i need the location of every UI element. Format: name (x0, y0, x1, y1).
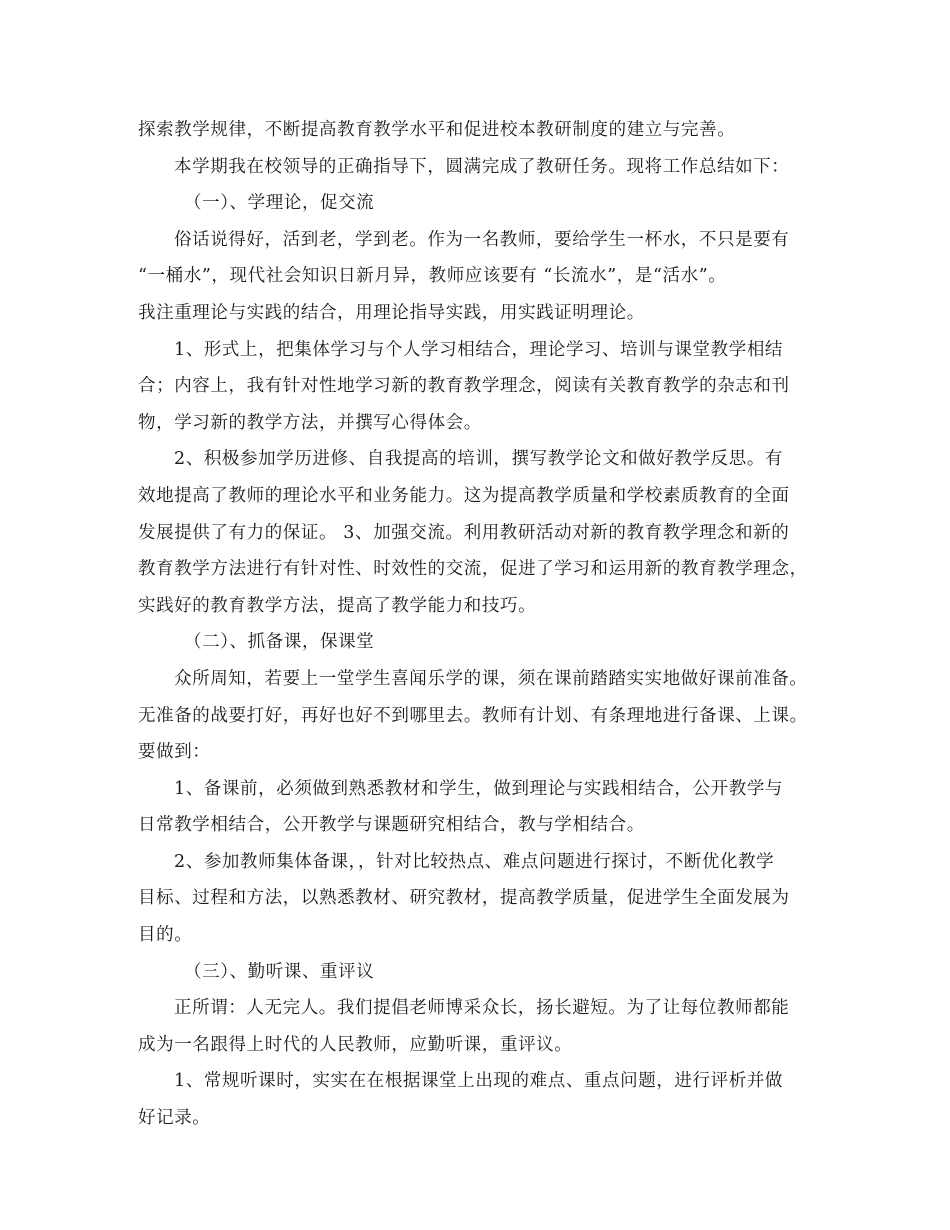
text-line: 2、参加教师集体备课，，针对比较热点、难点问题进行探讨，不断优化教学 (174, 851, 775, 872)
text-line: 众所周知，若要上一堂学生喜闻乐学的课，须在课前踏踏实实地做好课前准备。 (174, 668, 808, 689)
text-line: 效地提高了教师的理论水平和业务能力。这为提高教学质量和学校素质教育的全面 (138, 485, 790, 506)
text-line: 成为一名跟得上时代的人民教师，应勤听课，重评议。 (138, 1034, 573, 1055)
text-line: 要做到： (138, 742, 211, 763)
text-line: 目标、过程和方法，以熟悉教材、研究教材，提高教学质量，促进学生全面发展为 (138, 888, 790, 909)
text-line: 目的。 (138, 925, 193, 946)
text-line: 1、形式上，把集体学习与个人学习相结合，理论学习、培训与课堂教学相结 (174, 339, 784, 360)
text-line: 合；内容上，我有针对性地学习新的教育教学理念，阅读有关教育教学的杂志和刊 (138, 376, 790, 397)
text-line: 1、常规听课时，实实在在根据课堂上出现的难点、重点问题，进行评析并做 (174, 1071, 784, 1092)
section-heading: （一）、学理论，促交流 (184, 193, 375, 214)
text-line: 2、积极参加学历进修、自我提高的培训，撰写教学论文和做好教学反思。有 (174, 449, 784, 470)
text-line: 教育教学方法进行有针对性、时效性的交流，促进了学习和运用新的教育教学理念， (138, 559, 808, 580)
section-heading: （二）、抓备课，保课堂 (184, 632, 375, 653)
text-line: 我注重理论与实践的结合，用理论指导实践，用实践证明理论。 (138, 302, 645, 323)
text-line: 1、备课前，必须做到熟悉教材和学生，做到理论与实践相结合，公开教学与 (174, 778, 784, 799)
text-line: 无准备的战要打好，再好也好不到哪里去。教师有计划、有条理地进行备课、上课。 (138, 705, 808, 726)
text-line: 探索教学规律，不断提高教育教学水平和促进校本教研制度的建立与完善。 (138, 120, 736, 140)
text-line: 实践好的教育教学方法，提高了教学能力和技巧。 (138, 595, 537, 616)
section-heading: （三）、勤听课、重评议 (184, 961, 375, 982)
text-line: 俗话说得好，活到老，学到老。作为一名教师，要给学生一杯水，不只是要有 (174, 229, 790, 250)
text-line: 本学期我在校领导的正确指导下，圆满完成了教研任务。现将工作总结如下： (174, 156, 790, 177)
text-line: “一桶水”，现代社会知识日新月异，教师应该要有 “长流水”，是“活水”。 (138, 266, 727, 287)
text-line: 物，学习新的教学方法，并撰写心得体会。 (138, 412, 482, 433)
text-line: 发展提供了有力的保证。 3、加强交流。利用教研活动对新的教育教学理念和新的 (138, 522, 790, 543)
text-line: 正所谓：人无完人。我们提倡老师博采众长，扬长避短。为了让每位教师都能 (174, 998, 790, 1019)
text-line: 好记录。 (138, 1108, 211, 1129)
text-line: 日常教学相结合，公开教学与课题研究相结合，教与学相结合。 (138, 815, 645, 836)
document-body (138, 112, 828, 1137)
